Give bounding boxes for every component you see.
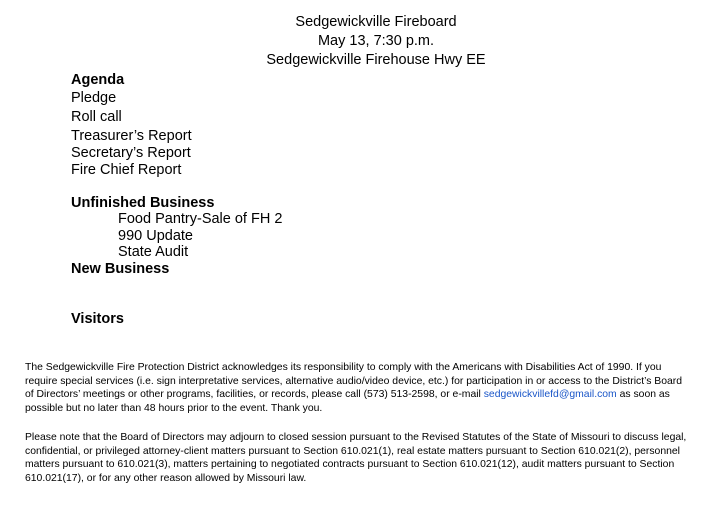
contact-email-link[interactable]: sedgewickvillefd@gmail.com — [483, 389, 617, 401]
ada-notice — [25, 361, 690, 416]
meeting-location: Sedgewickville Firehouse Hwy EE — [266, 52, 486, 68]
agenda-item: Pledge — [71, 90, 117, 106]
agenda-item: Fire Chief Report — [71, 162, 182, 178]
unfinished-item: 990 Update — [118, 228, 193, 244]
ada-notice-text-end: as soon as possible but no later than 48 hours prior to the event. Thank you. — [25, 389, 670, 415]
agenda-item: Roll call — [71, 109, 122, 125]
agenda-item: Secretary’s Report — [71, 145, 191, 161]
ada-notice-text: The Sedgewickville Fire Protection District acknowledges its responsibility to comply with the Americans with Disabilities Act of 1990. If you require special services (i.e. sign interpretative services, alternative audio/video device, etc.) for participation in or access to the District’s Board of Directors’ meetings or other programs, facilities, or records, please call (573) 513-2598, or e-mail — [25, 362, 683, 401]
new-business-heading: New Business — [71, 261, 170, 277]
meeting-date: May 13, 7:30 p.m. — [317, 33, 435, 49]
unfinished-item: State Audit — [118, 244, 189, 260]
agenda-heading: Agenda — [71, 72, 125, 88]
visitors-heading: Visitors — [71, 311, 124, 327]
document-header — [0, 13, 720, 70]
board-title: Sedgewickville Fireboard — [295, 14, 457, 30]
unfinished-item: Food Pantry-Sale of FH 2 — [118, 211, 283, 227]
agenda-item: Treasurer’s Report — [71, 128, 192, 144]
unfinished-business-heading: Unfinished Business — [71, 195, 215, 211]
closed-session-notice: Please note that the Board of Directors may adjourn to closed session pursuant to the Revised Statutes of the State of Missouri to discuss legal, confidential, or privileged attorney-client matters pursuant to Section 610.021(1), real estate matters pursuant to Section 610.021(2), personnel matters pursuant to 610.021(3), matters pertaining to negotiated contracts pursuant to Section 610.021(12), audit matters pursuant to Section 610.021(17), or for any other reason allowed by Missouri law. — [25, 432, 687, 485]
